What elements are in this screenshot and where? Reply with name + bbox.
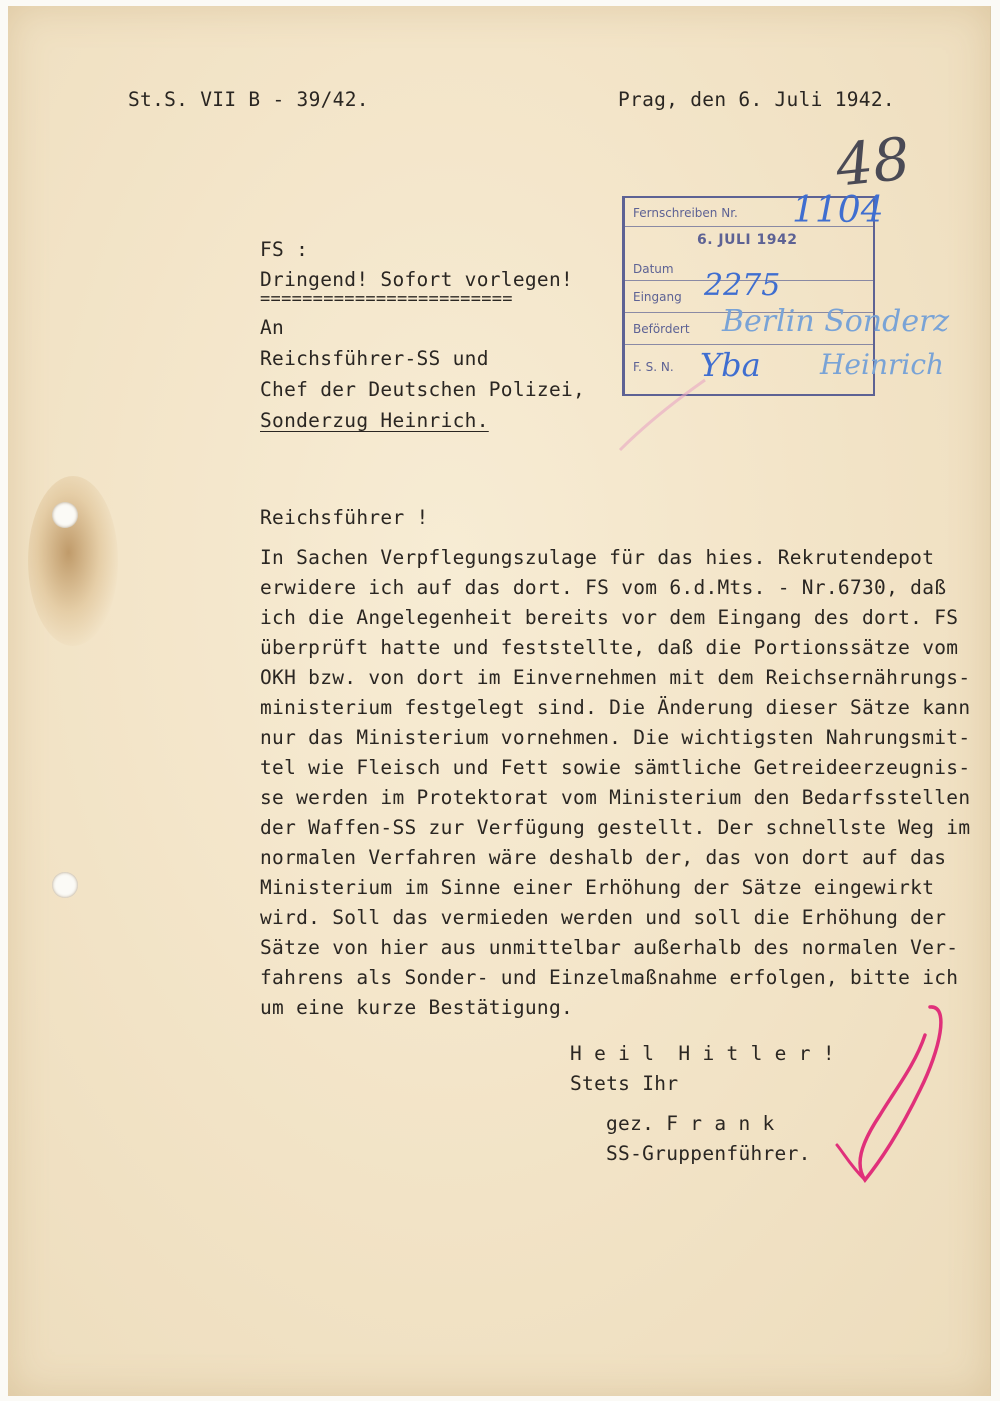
stamp-label-befordert: Befördert	[633, 322, 690, 336]
address-to: An	[260, 316, 285, 339]
urgent-note: Dringend! Sofort vorlegen!	[260, 268, 574, 291]
pencil-number: 48	[832, 124, 914, 200]
signature-rank: SS-Gruppenführer.	[606, 1142, 811, 1165]
stamp-label-fsn: F. S. N.	[633, 360, 674, 374]
punch-hole-top	[52, 502, 78, 528]
body-line: überprüft hatte und feststellte, daß die Portionssätze vom	[260, 636, 959, 659]
recipient-line-3: Sonderzug Heinrich.	[260, 409, 489, 432]
fs-label: FS :	[260, 238, 309, 261]
body-line: normalen Verfahren wäre deshalb der, das von dort auf das	[260, 846, 947, 869]
rust-stain	[28, 476, 118, 646]
closing-greeting: H e i l H i t l e r !	[570, 1042, 835, 1065]
body-line: nur das Ministerium vornehmen. Die wichtigsten Nahrungsmit-	[260, 726, 971, 749]
body-line: se werden im Protektorat vom Ministerium den Bedarfsstellen	[260, 786, 971, 809]
urgent-separator: ========================	[260, 289, 513, 309]
handwritten-heinrich: Heinrich	[820, 348, 945, 381]
stamp-label-datum: Datum	[633, 262, 674, 276]
handwritten-befordert: Berlin Sonderz	[722, 304, 950, 339]
signature-name: gez. F r a n k	[606, 1112, 775, 1135]
handwritten-eingang-number: 2275	[704, 268, 781, 303]
pink-signature-mark	[825, 995, 955, 1195]
stamp-label-eingang: Eingang	[633, 290, 682, 304]
recipient-line-1: Reichsführer-SS und	[260, 347, 489, 370]
handwritten-telex-number: 1104	[792, 190, 884, 231]
body-line: tel wie Fleisch und Fett sowie sämtliche Getreideerzeugnis-	[260, 756, 971, 779]
body-line: Sätze von hier aus unmittelbar außerhalb des normalen Ver-	[260, 936, 959, 959]
recipient-line-2: Chef der Deutschen Polizei,	[260, 378, 586, 401]
handwritten-fsn: Yba	[700, 346, 761, 384]
place-date: Prag, den 6. Juli 1942.	[618, 88, 895, 111]
body-line: In Sachen Verpflegungszulage für das hies. Rekrutendepot	[260, 546, 935, 569]
stamp-label-fernschreiben: Fernschreiben Nr.	[633, 206, 738, 220]
body-line: wird. Soll das vermieden werden und soll die Erhöhung der	[260, 906, 947, 929]
closing-stets: Stets Ihr	[570, 1072, 679, 1095]
body-line: ministerium festgelegt sind. Die Änderung dieser Sätze kann	[260, 696, 971, 719]
body-line: OKH bzw. von dort im Einvernehmen mit dem Reichsernährungs-	[260, 666, 971, 689]
stamp-date: 6. JULI 1942	[697, 232, 798, 248]
punch-hole-bottom	[52, 872, 78, 898]
body-line: Ministerium im Sinne einer Erhöhung der Sätze eingewirkt	[260, 876, 935, 899]
reference-number: St.S. VII B - 39/42.	[128, 88, 369, 111]
body-line: um eine kurze Bestätigung.	[260, 996, 574, 1019]
body-line: fahrens als Sonder- und Einzelmaßnahme erfolgen, bitte ich	[260, 966, 959, 989]
body-line: erwidere ich auf das dort. FS vom 6.d.Mts. - Nr.6730, daß	[260, 576, 947, 599]
body-line: ich die Angelegenheit bereits vor dem Eingang des dort. FS	[260, 606, 959, 629]
pink-pencil-stroke	[600, 370, 720, 460]
body-line: der Waffen-SS zur Verfügung gestellt. Der schnellste Weg im	[260, 816, 971, 839]
salutation: Reichsführer !	[260, 506, 429, 529]
